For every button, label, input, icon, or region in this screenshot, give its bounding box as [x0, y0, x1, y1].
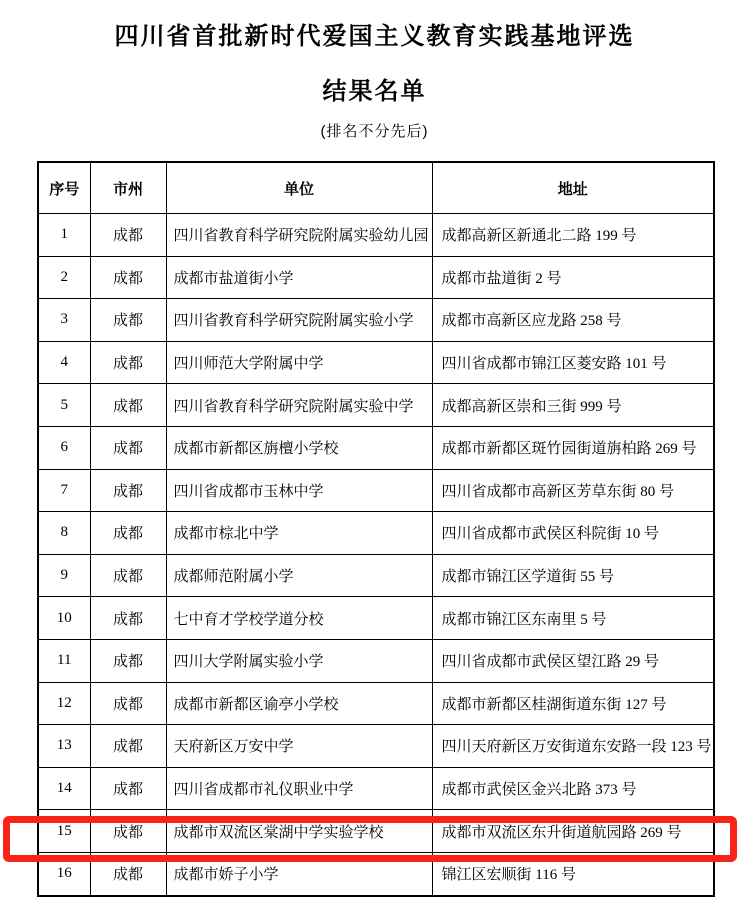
- row-serial-number: 14: [38, 767, 90, 810]
- results-table-header: [38, 162, 714, 214]
- row-serial-number: 1: [38, 214, 90, 257]
- row-unit: 四川省教育科学研究院附属实验幼儿园: [166, 214, 432, 257]
- row-serial-number: 2: [38, 256, 90, 299]
- row-address: 成都市双流区东升街道航园路 269 号: [432, 810, 714, 853]
- header-city: 市州: [90, 162, 166, 214]
- row-unit: 四川省教育科学研究院附属实验小学: [166, 299, 432, 342]
- results-table: [37, 161, 715, 897]
- row-serial-number: 12: [38, 682, 90, 725]
- table-row: [38, 341, 714, 384]
- row-city: 成都: [90, 426, 166, 469]
- row-address: 四川省成都市高新区芳草东街 80 号: [432, 469, 714, 512]
- table-row: [38, 597, 714, 640]
- row-city: 成都: [90, 852, 166, 895]
- table-row: [38, 767, 714, 810]
- row-address: 四川省成都市武侯区科院街 10 号: [432, 512, 714, 555]
- row-city: 成都: [90, 469, 166, 512]
- row-serial-number: 6: [38, 426, 90, 469]
- table-row: [38, 299, 714, 342]
- row-address: 四川天府新区万安街道东安路一段 123 号: [432, 725, 714, 768]
- results-table-body: [38, 214, 714, 896]
- table-row: [38, 256, 714, 299]
- row-city: 成都: [90, 214, 166, 257]
- row-city: 成都: [90, 810, 166, 853]
- row-city: 成都: [90, 597, 166, 640]
- row-serial-number: 8: [38, 512, 90, 555]
- row-city: 成都: [90, 384, 166, 427]
- row-city: 成都: [90, 767, 166, 810]
- row-address: 四川省成都市锦江区菱安路 101 号: [432, 341, 714, 384]
- row-unit: 天府新区万安中学: [166, 725, 432, 768]
- row-city: 成都: [90, 682, 166, 725]
- row-city: 成都: [90, 256, 166, 299]
- table-row: [38, 852, 714, 895]
- row-unit: 成都市新都区旃檀小学校: [166, 426, 432, 469]
- row-serial-number: 7: [38, 469, 90, 512]
- row-serial-number: 3: [38, 299, 90, 342]
- header-row: [38, 162, 714, 214]
- row-address: 成都市高新区应龙路 258 号: [432, 299, 714, 342]
- row-city: 成都: [90, 639, 166, 682]
- row-serial-number: 16: [38, 852, 90, 895]
- header-unit: 单位: [166, 162, 432, 214]
- table-row: [38, 384, 714, 427]
- row-address: 成都高新区新通北二路 199 号: [432, 214, 714, 257]
- table-row: [38, 512, 714, 555]
- table-row: [38, 426, 714, 469]
- row-address: 锦江区宏顺街 116 号: [432, 852, 714, 895]
- row-address: 成都市锦江区东南里 5 号: [432, 597, 714, 640]
- table-row: [38, 214, 714, 257]
- row-address: 成都市武侯区金兴北路 373 号: [432, 767, 714, 810]
- row-unit: 四川师范大学附属中学: [166, 341, 432, 384]
- row-unit: 四川大学附属实验小学: [166, 639, 432, 682]
- header-serial-number: 序号: [38, 162, 90, 214]
- row-address: 四川省成都市武侯区望江路 29 号: [432, 639, 714, 682]
- row-address: 成都市锦江区学道街 55 号: [432, 554, 714, 597]
- row-unit: 成都市新都区谕亭小学校: [166, 682, 432, 725]
- row-unit: 成都市双流区棠湖中学实验学校: [166, 810, 432, 853]
- page-title-line-1: 四川省首批新时代爱国主义教育实践基地评选: [114, 23, 635, 50]
- row-unit: 成都市棕北中学: [166, 512, 432, 555]
- table-row: [38, 554, 714, 597]
- row-serial-number: 13: [38, 725, 90, 768]
- row-city: 成都: [90, 554, 166, 597]
- row-unit: 七中育才学校学道分校: [166, 597, 432, 640]
- row-unit: 成都师范附属小学: [166, 554, 432, 597]
- row-address: 成都高新区崇和三街 999 号: [432, 384, 714, 427]
- row-address: 成都市盐道街 2 号: [432, 256, 714, 299]
- ranking-note: (排名不分先后): [320, 123, 429, 140]
- table-row: [38, 682, 714, 725]
- row-serial-number: 5: [38, 384, 90, 427]
- row-unit: 四川省教育科学研究院附属实验中学: [166, 384, 432, 427]
- row-serial-number: 11: [38, 639, 90, 682]
- table-row: [38, 810, 714, 853]
- row-city: 成都: [90, 341, 166, 384]
- row-serial-number: 10: [38, 597, 90, 640]
- row-serial-number: 4: [38, 341, 90, 384]
- row-city: 成都: [90, 725, 166, 768]
- row-serial-number: 15: [38, 810, 90, 853]
- row-unit: 四川省成都市玉林中学: [166, 469, 432, 512]
- page-title-line-2: 结果名单: [322, 78, 427, 105]
- row-city: 成都: [90, 299, 166, 342]
- table-row: [38, 639, 714, 682]
- row-serial-number: 9: [38, 554, 90, 597]
- row-address: 成都市新都区桂湖街道东街 127 号: [432, 682, 714, 725]
- table-row: [38, 469, 714, 512]
- row-city: 成都: [90, 512, 166, 555]
- table-row: [38, 725, 714, 768]
- row-address: 成都市新都区斑竹园街道旃柏路 269 号: [432, 426, 714, 469]
- row-unit: 成都市盐道街小学: [166, 256, 432, 299]
- header-address: 地址: [432, 162, 714, 214]
- row-unit: 成都市娇子小学: [166, 852, 432, 895]
- row-unit: 四川省成都市礼仪职业中学: [166, 767, 432, 810]
